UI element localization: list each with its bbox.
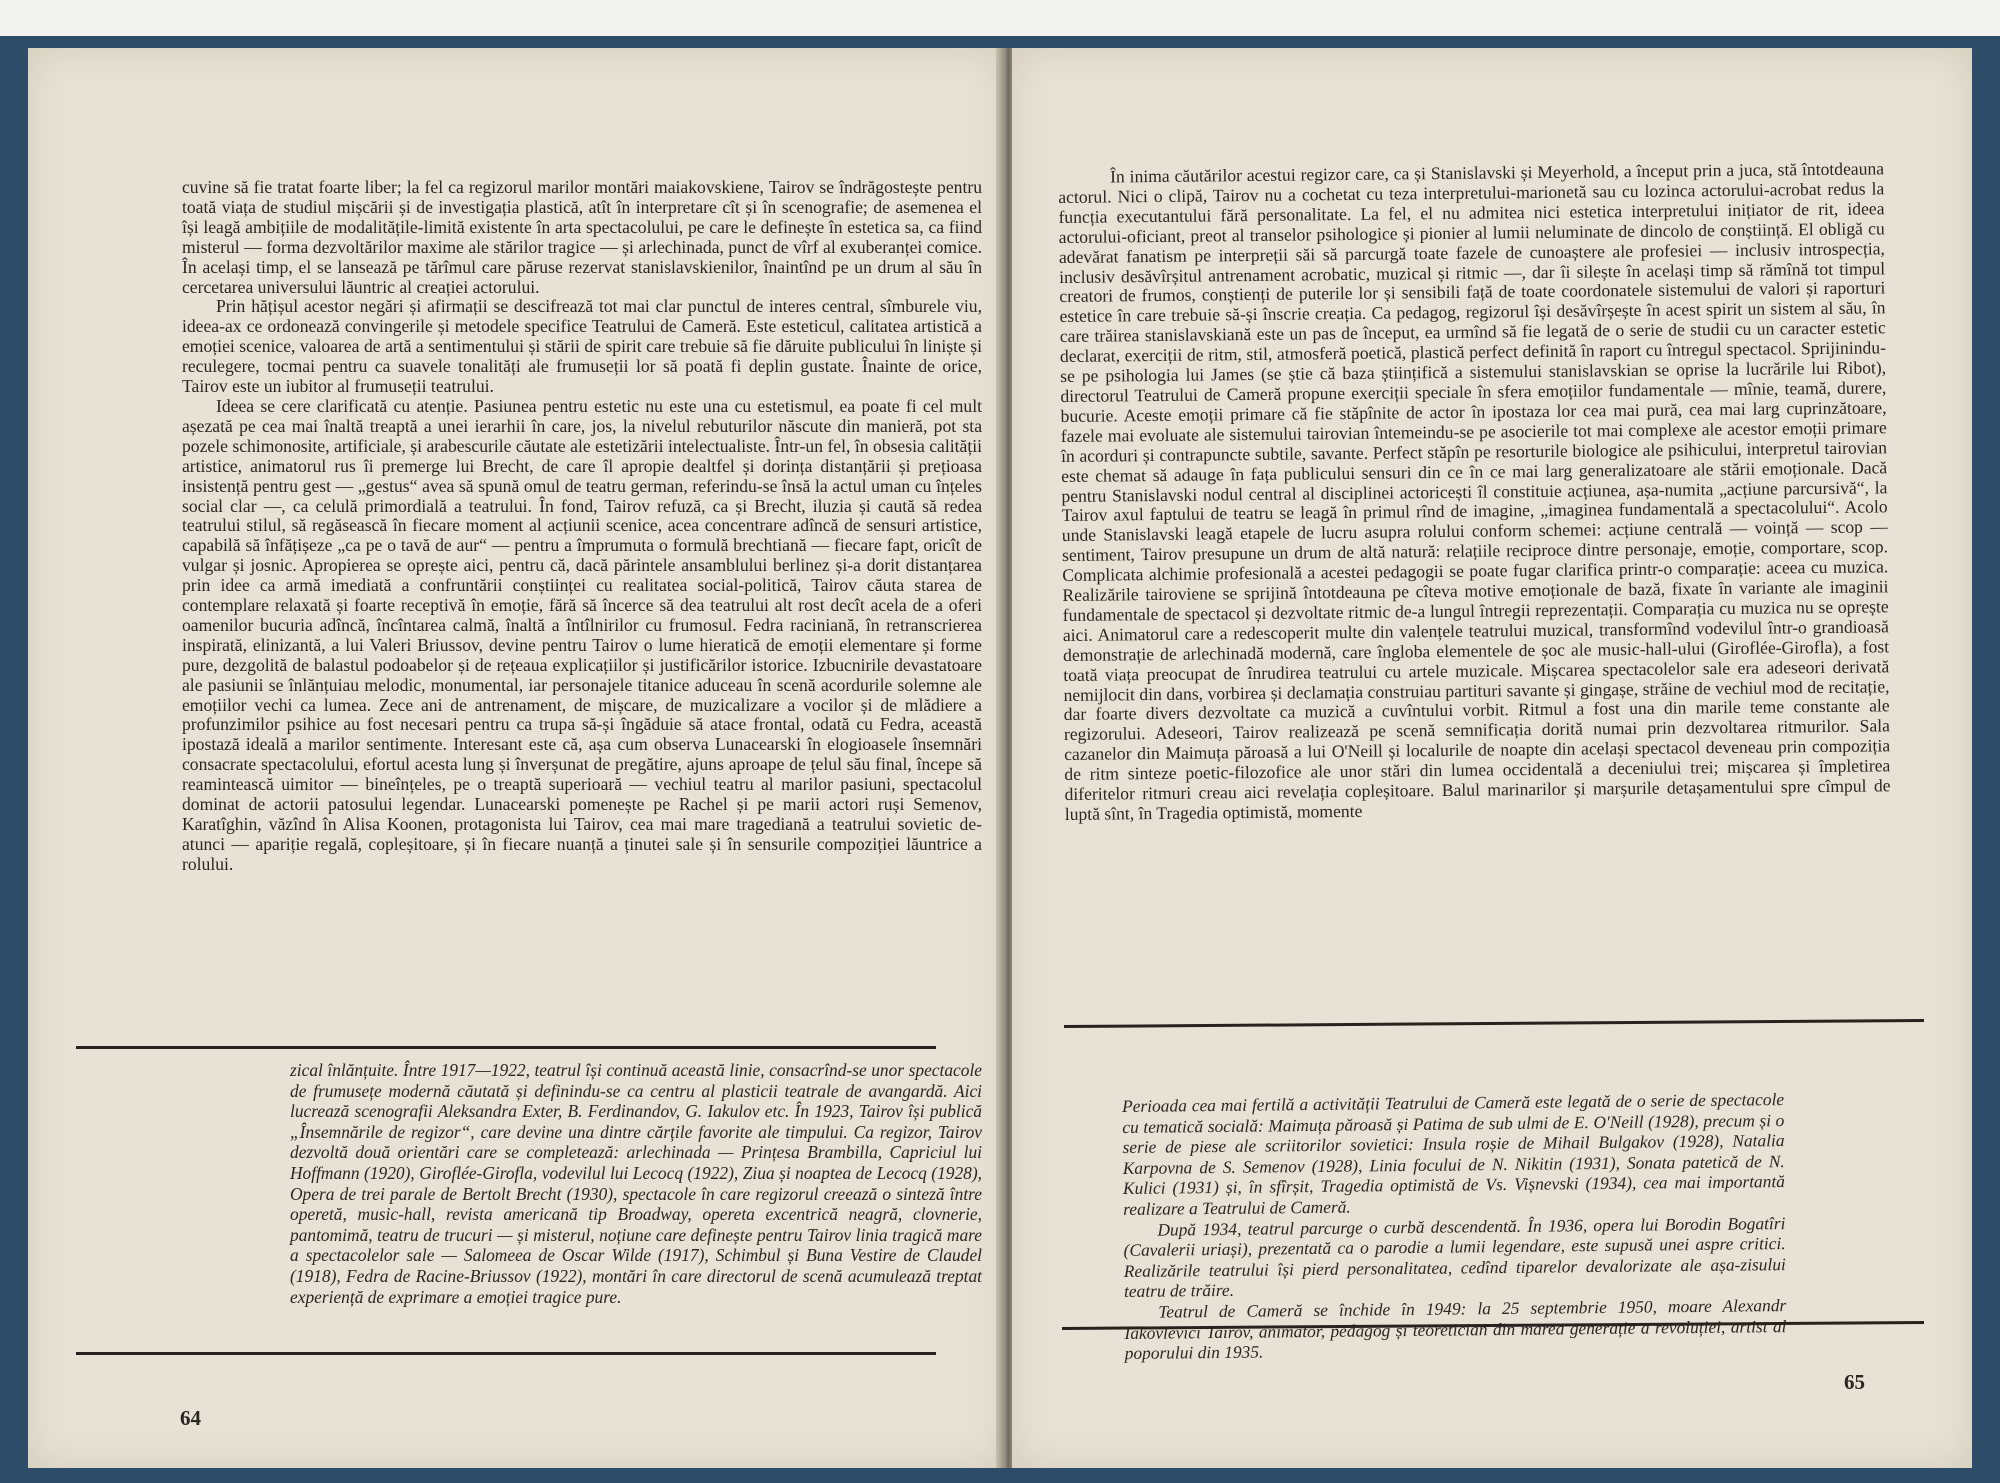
page-number: 64 <box>180 1406 201 1430</box>
body-paragraph: În inima căutărilor acestui regizor care, ca și Stanislavski și Meyerhold, a început prin a juca, stă întotdeauna actorul. Nici o clipă, Tairov nu a cochetat cu teza interpretului-marionetă sau cu lozinca actorului-acrobat redus la funcția executantului fără personalitate. La fel, el nu admitea nici estetica interpretului inițiator de rit, ideea actorului-oficiant, preot al transelor psihologice și pionier al lumii neluminate de dincolo de conștiință. El obligă cu adevărat fanatism pe interpreții săi să parcurgă toate fazele de cunoaștere ale profesiei — inclusiv introspecția, inclusiv desăvîrșitul antrenament acrobatic, muzical și ritmic —, dar îi silește în același timp să rămînă tot timpul creatori de frumos, conștienți de puterile lor și sensibili față de toate coordonatele sistemului de valori și raporturi estetice în care trebuie să-și înscrie creația. Ca pedagog, regizorul își desăvîrșește în acest spirit un sistem al său, în care trăirea stanislavskiană este un pas de început, ea urmînd să fie legată de o serie de studii cu un caracter estetic declarat, exerciții de ritm, stil, atmosferă poetică, plastică perfect definită în raport cu întregul spectacol. Sprijinindu-se pe psihologia lui James (se știe că baza științifică a sistemului stanislavskian se oprise la lucrările lui Ribot), directorul Teatrului de Cameră propune exerciții speciale în sfera emoțiilor fundamentale — mînie, teamă, durere, bucurie. Aceste emoții primare că fie stăpînite de actor în ipostaza lor cea mai pură, cea mai larg cuprinzătoare, fazele mai evoluate ale sistemului tairovian întemeindu-se pe asocierile tot mai complexe ale acestor emoții primare în acorduri și contrapuncte subtile, savante. Perfect stăpîn pe resorturile biologice ale psihicului, interpretul tairovian este chemat să adauge în fața publicului sensuri din ce în ce mai larg generalizatoare ale stării emoționale. Dacă pentru Stanislavski nodul central al disciplinei actoricești îl constituie acțiunea, așa-numita „acțiune parcursivă“, la Tairov axul faptului de teatru se leagă în primul rînd de imagine, „imaginea fundamentală a spectacolului“. Acolo unde Stanislavski leagă etapele de lucru asupra rolului conform schemei: acțiune centrală — voință — scop — sentiment, Tairov presupune un drum de altă natură: relațiile reciproce dintre personaje, emoție, comportare, scop. Complicata alchimie profesională a acestei pedagogii se poate fugar clarifica printr-o comparație: aceea cu muzica. Realizările tairoviene se sprijină întotdeauna pe cîteva motive emoționale de bază, fixate în variante ale imaginii fundamentale de spectacol și dezvoltate ritmic de-a lungul întregii reprezentații. Comparația cu muzica nu se oprește aici. Animatorul care a redescoperit multe din valențele teatrului muzical, transformînd vodevilul într-o grandioasă demonstrație de arlechinadă modernă, care îngloba elementele de șoc ale music-hall-ului (Giroflée-Girofla), a fost toată viața preocupat de înrudirea teatrului cu artele muzicale. Mișcarea spectacolelor sale era adeseori derivată nemijlocit din dans, vorbirea și declamația construiau partituri savante și gingașe, străine de vechiul mod de recitație, dar foarte divers dezvoltate ca muzică a cuvîntului vorbit. Ritmul a fost una din marile teme constante ale regizorului. Adeseori, Tairov realizează pe scenă semnificația dorită numai prin dezvoltarea ritmurilor. Sala cazanelor din Maimuța păroasă a lui O'Neill și localurile de noapte din același spectacol deveneau prin compoziția de ritm sinteze poetic-filozofice ale unor stări din lumea occidentală a deceniului trei; mișcarea și împletirea diferitelor ritmuri creau aici revelația copleșitoare. Balul marinarilor și marșurile detașamentului spre cîmpul de luptă sînt, în Tragedia optimistă, momente <box>1058 158 1891 824</box>
body-paragraph: cuvine să fie tratat foarte liber; la fel ca regizorul marilor montări maiakovskiene, Tairov se îndrăgostește pentru toată viața de studiul mișcării și de investigația plastică, atît în interpretare cît și în scenografie; de asemenea el își leagă ambițiile de modalitățile-limită existente în arta spectacolului, pe care le definește în estetica sa, ca fiind misterul — forma dezvoltărilor maxime ale stărilor tragice — și arlechinada, punct de vîrf al exuberanței comice. În același timp, el se lansează pe tărîmul care păruse rezervat stanislavskienilor, înaintînd pe un drum al său în cercetarea universului lăuntric al creației actorului. <box>182 177 982 297</box>
page-number: 65 <box>1844 1370 1865 1394</box>
right-page <box>1012 48 1972 1468</box>
footnote-paragraph: zical înlănțuite. Între 1917—1922, teatrul își continuă această linie, consacrînd-se unor spectacole de frumusețe modernă căutată și definindu-se ca centru al plasticii teatrale de avangardă. Aici lucrează scenografii Aleksandra Exter, B. Ferdinandov, G. Iakulov etc. În 1923, Tairov își publică „Însemnările de regizor“, care devine una dintre cărțile favorite ale timpului. Ca regizor, Tairov dezvoltă două orientări care se completează: arlechinada — Prințesa Brambilla, Capriciul lui Hoffmann (1920), Giroflée-Girofla, vodevilul lui Lecocq (1922), Ziua și noaptea de Lecocq (1928), Opera de trei parale de Bertolt Brecht (1930), spectacole în care regizorul creează o sinteză între operetă, music-hall, revista americană tip Broadway, opereta excentrică neagră, clovnerie, pantomimă, teatru de trucuri — și misterul, noțiune care definește pentru Tairov linia tragică mare a spectacolelor sale — Salomeea de Oscar Wilde (1917), Schimbul și Buna Vestire de Claudel (1918), Fedra de Racine-Briussov (1922), montări în care directorul de scenă acumulează treptat experiență de exprimare a emoției tragice pure. <box>290 1060 982 1307</box>
bottom-rule <box>76 1352 936 1355</box>
body-paragraph: Prin hățișul acestor negări și afirmații se descifrează tot mai clar punctul de interes central, sîmburele viu, ideea-ax ce ordonează convingerile și metodele specifice Teatrului de Cameră. Este esteticul, calitatea artistică a emoției scenice, valoarea de artă a sentimentului și stării de spirit care trebuie să fie dăruite publicului în liniște și reculegere, tocmai pentru ca suavele tonalități ale frumuseții lor să poată fi deplin gustate. Înainte de orice, Tairov este un iubitor al frumuseții teatrului. <box>182 296 982 397</box>
footnote-separator <box>76 1046 936 1049</box>
footnote-separator <box>1064 1019 1924 1028</box>
left-footnote <box>290 1060 982 1307</box>
footnote-paragraph: Perioada cea mai fertilă a activității Teatrului de Cameră este legată de o serie de spectacole cu tematică socială: Maimuța păroasă și Patima de sub ulmi de E. O'Neill (1928), precum și o serie de piese ale scriitorilor sovietici: Insula roșie de Mihail Bulgakov (1928), Natalia Karpovna de S. Semenov (1928), Linia focului de N. Nikitin (1931), Sonata patetică de N. Kulici (1931) și, în sfîrșit, Tragedia optimistă de Vs. Vișnevski (1934), cea mai importantă realizare a Teatrului de Cameră. <box>1122 1089 1786 1219</box>
left-page <box>28 48 1004 1468</box>
body-paragraph: Ideea se cere clarificată cu atenție. Pasiunea pentru estetic nu este una cu estetismul, ea poate fi cel mult așezată pe cea mai înaltă treaptă a unei ierarhii în care, jos, la nivelul rebuturilor născute din manieră, pot sta pozele schimonosite, artificiale, și arabescurile căutate ale estetizării intelectualiste. Într-un fel, în obsesia calității artistice, animatorul rus îi premerge lui Brecht, de care îl apropie dealtfel și dorința distanțării și prețioasa insistență pentru gest — „gestus“ avea să spună omul de teatru german, referindu-se însă la actul uman cu înțeles social clar —, ca celulă primordială a teatrului. În fond, Tairov refuză, ca și Brecht, iluzia și caută să redea teatrului stilul, să regăsească în fiecare moment al acțiunii scenice, acea concentrare adîncă de sensuri artistice, capabilă să înfățișeze „ca pe o tavă de aur“ — pentru a împrumuta o formulă brechtiană — fiecare fapt, oricît de vulgar și josnic. Apropierea se oprește aici, pentru că, dacă părintele ansamblului berlinez și-a dorit distanțarea prin idee ca armă imediată a confruntării conștiinței cu realitatea social-politică, Tairov căuta starea de contemplare relaxată și foarte receptivă în emoție, fără să încerce să dea teatrului alt rost decît acela de a oferi oamenilor bucuria adîncă, încîntarea calmă, înaltă a întîlnirilor cu frumosul. Fedra raciniană, în retranscrierea inspirată, elinizantă, a lui Valeri Briussov, devine pentru Tairov o lume hieratică de emoții elementare și forme pure, dezgolită de balastul podoabelor și de rețeaua explicațiilor și justificărilor istorice. Izbucnirile devastatoare ale pasiunii se înlănțuiau melodic, monumental, iar personajele titanice aduceau în scenă acordurile solemne ale emoțiilor vechi ca lumea. Zece ani de antrenament, de mișcare, de muzicalizare a vocilor și de mlădiere a profunzimilor psihice au fost necesari pentru ca trupa să-și îngăduie să atace frontal, odată cu Fedra, această ipostază ideală a marilor sentimente. Interesant este că, așa cum observa Lunacearski în elogioasele însemnări consacrate spectacolului, efortul acesta lung și înverșunat de pregătire, ajuns aproape de țelul său final, începe să reamintească uimitor — bineînțeles, pe o treaptă superioară — vechiul teatru al marilor pasiuni, spectacolul dominat de actorii patosului legendar. Lunacearski pomenește pe Rachel și pe marii actori ruși Semenov, Karatîghin, văzînd în Alisa Koonen, protagonista lui Tairov, cea mai mare tragediană a teatrului sovietic de-atunci — apariție regală, copleșitoare, și în fiecare nuanță a ținutei sale și în sensurile compoziției lăuntrice a rolului. <box>182 395 982 874</box>
left-body-text <box>182 178 982 875</box>
footnote-paragraph: Teatrul de Cameră se închide în 1949: la 25 septembrie 1950, moare Alexandr Iakovlevici Tairov, animator, pedagog și teoretician din marea generație a revoluției, artist al poporului din 1935. <box>1124 1294 1787 1364</box>
right-body-text <box>1058 159 1891 825</box>
footnote-paragraph: După 1934, teatrul parcurge o curbă descendentă. În 1936, opera lui Borodin Bogatîri (Cavalerii uriași), prezentată ca o parodie a lumii legendare, este supusă unei aspre critici. Realizările teatrului își pierd personalitatea, cedînd tiparelor devalorizate ale așa-zisului teatru de trăire. <box>1123 1212 1786 1302</box>
